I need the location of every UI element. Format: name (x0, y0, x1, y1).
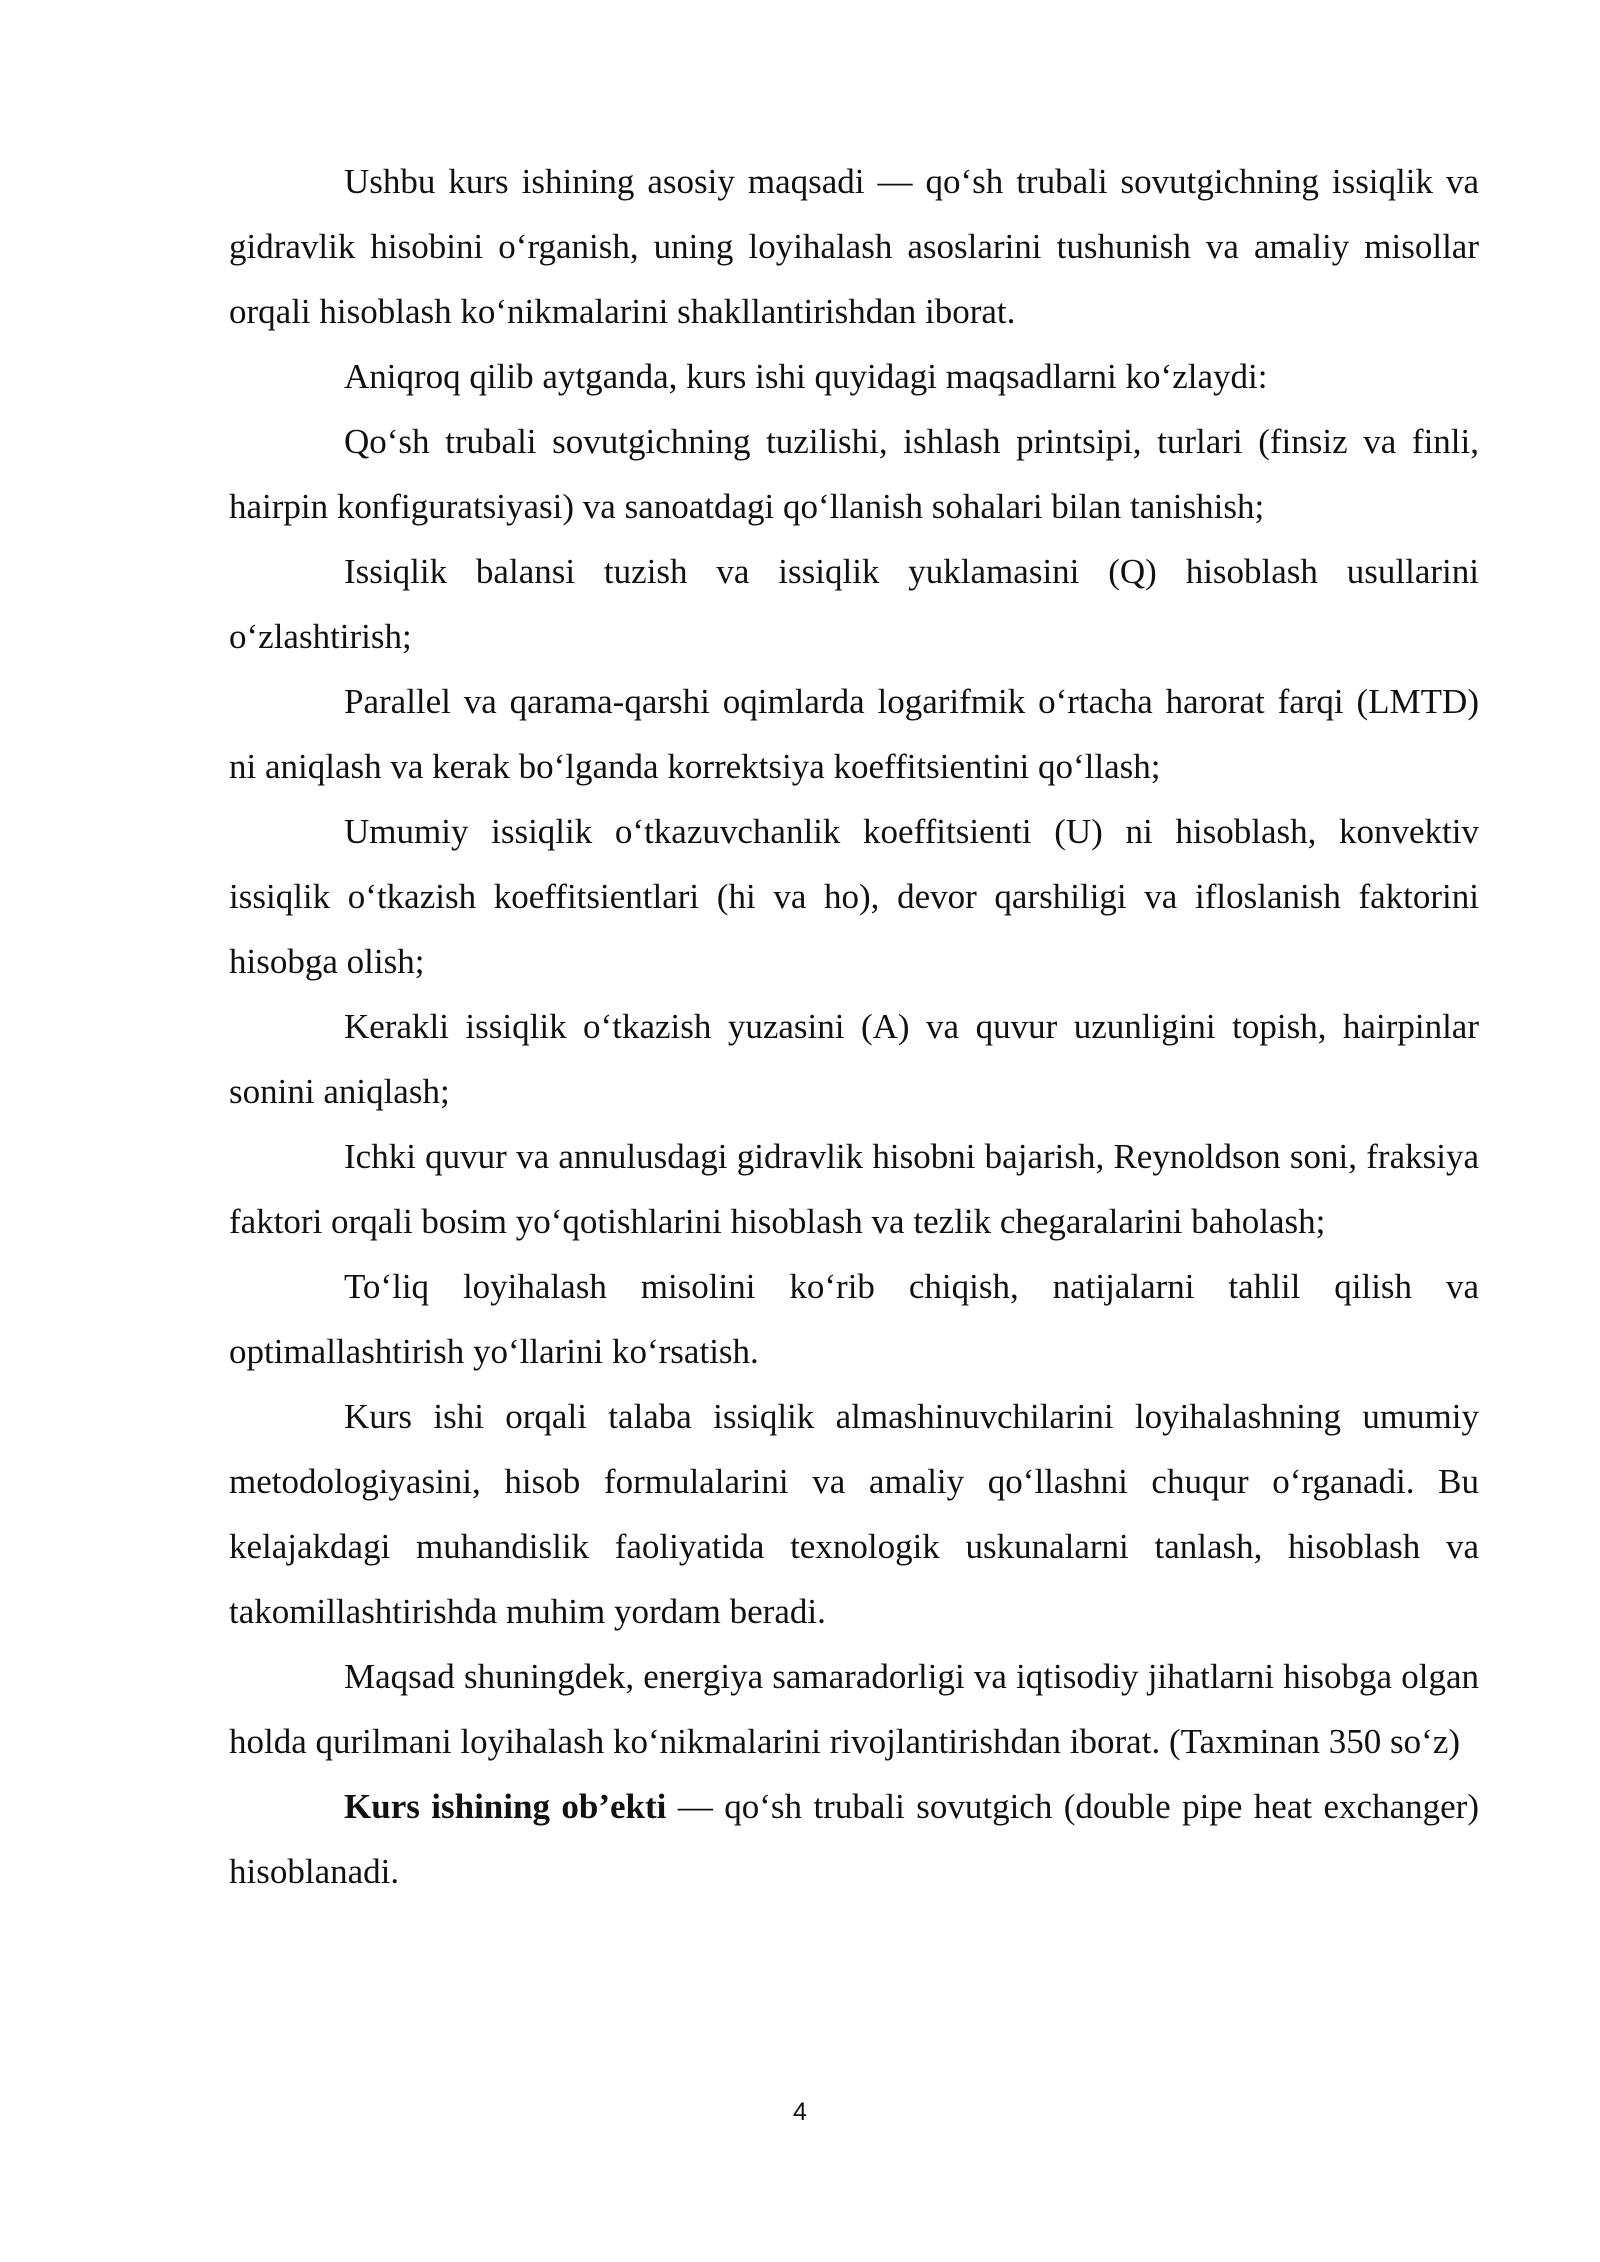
paragraph-goal-u-coefficient: Umumiy issiqlik o‘tkazuvchanlik koeffitsienti (U) ni hisoblash, konvektiv issiqlik o‘tkazish koeffitsientlari (hi va ho), devor qarshiligi va ifloslanish faktorini hisobga olish; (229, 812, 1479, 981)
course-object-text: — qo‘sh trubali sovutgich (double pipe heat exchanger) hisoblanadi. (229, 1787, 1479, 1891)
paragraph-goal-heat-balance: Issiqlik balansi tuzish va issiqlik yuklamasini (Q) hisoblash usullarini o‘zlashtirish; (229, 552, 1479, 656)
body-text (229, 149, 1479, 1904)
paragraph-course-object (229, 1774, 1479, 1904)
paragraph-goal-structure: Qo‘sh trubali sovutgichning tuzilishi, ishlash printsipi, turlari (finsiz va finli, hairpin konfiguratsiyasi) va sanoatdagi qo‘llanish sohalari bilan tanishish; (229, 422, 1479, 526)
paragraph-goal-hydraulic: Ichki quvur va annulusdagi gidravlik hisobni bajarish, Reynoldson soni, fraksiya faktori orqali bosim yo‘qotishlarini hisoblash va tezlik chegaralarini baholash; (229, 1137, 1479, 1241)
paragraph-goal-design-example: To‘liq loyihalash misolini ko‘rib chiqish, natijalarni tahlil qilish va optimallashtirish yo‘llarini ko‘rsatish. (229, 1267, 1479, 1371)
paragraph-main-goal: Ushbu kurs ishining asosiy maqsadi — qo‘sh trubali sovutgichning issiqlik va gidravlik hisobini o‘rganish, uning loyihalash asoslarini tushunish va amaliy misollar orqali hisoblash ko‘nikmalarini shakllantirishdan iborat. (229, 162, 1479, 331)
paragraph-student-outcome: Kurs ishi orqali talaba issiqlik almashinuvchilarini loyihalashning umumiy metodologiyasini, hisob formulalarini va amaliy qo‘llashni chuqur o‘rganadi. Bu kelajakdagi muhandislik faoliyatida texnologik uskunalarni tanlash, hisoblash va takomillashtirishda muhim yordam beradi. (229, 1397, 1479, 1631)
course-object-label: Kurs ishining ob’ekti (344, 1787, 667, 1826)
paragraph-energy-efficiency: Maqsad shuningdek, energiya samaradorligi va iqtisodiy jihatlarni hisobga olgan holda qurilmani loyihalash ko‘nikmalarini rivojlantirishdan iborat. (Taxminan 350 so‘z) (229, 1657, 1479, 1761)
paragraph-goal-area: Kerakli issiqlik o‘tkazish yuzasini (A) va quvur uzunligini topish, hairpinlar sonini aniqlash; (229, 1007, 1479, 1111)
paragraph-goals-intro: Aniqroq qilib aytganda, kurs ishi quyidagi maqsadlarni ko‘zlaydi: (344, 357, 1268, 396)
page-number: 4 (793, 2098, 807, 2126)
paragraph-goal-lmtd: Parallel va qarama-qarshi oqimlarda logarifmik o‘rtacha harorat farqi (LMTD) ni aniqlash va kerak bo‘lganda korrektsiya koeffitsientini qo‘llash; (229, 682, 1479, 786)
